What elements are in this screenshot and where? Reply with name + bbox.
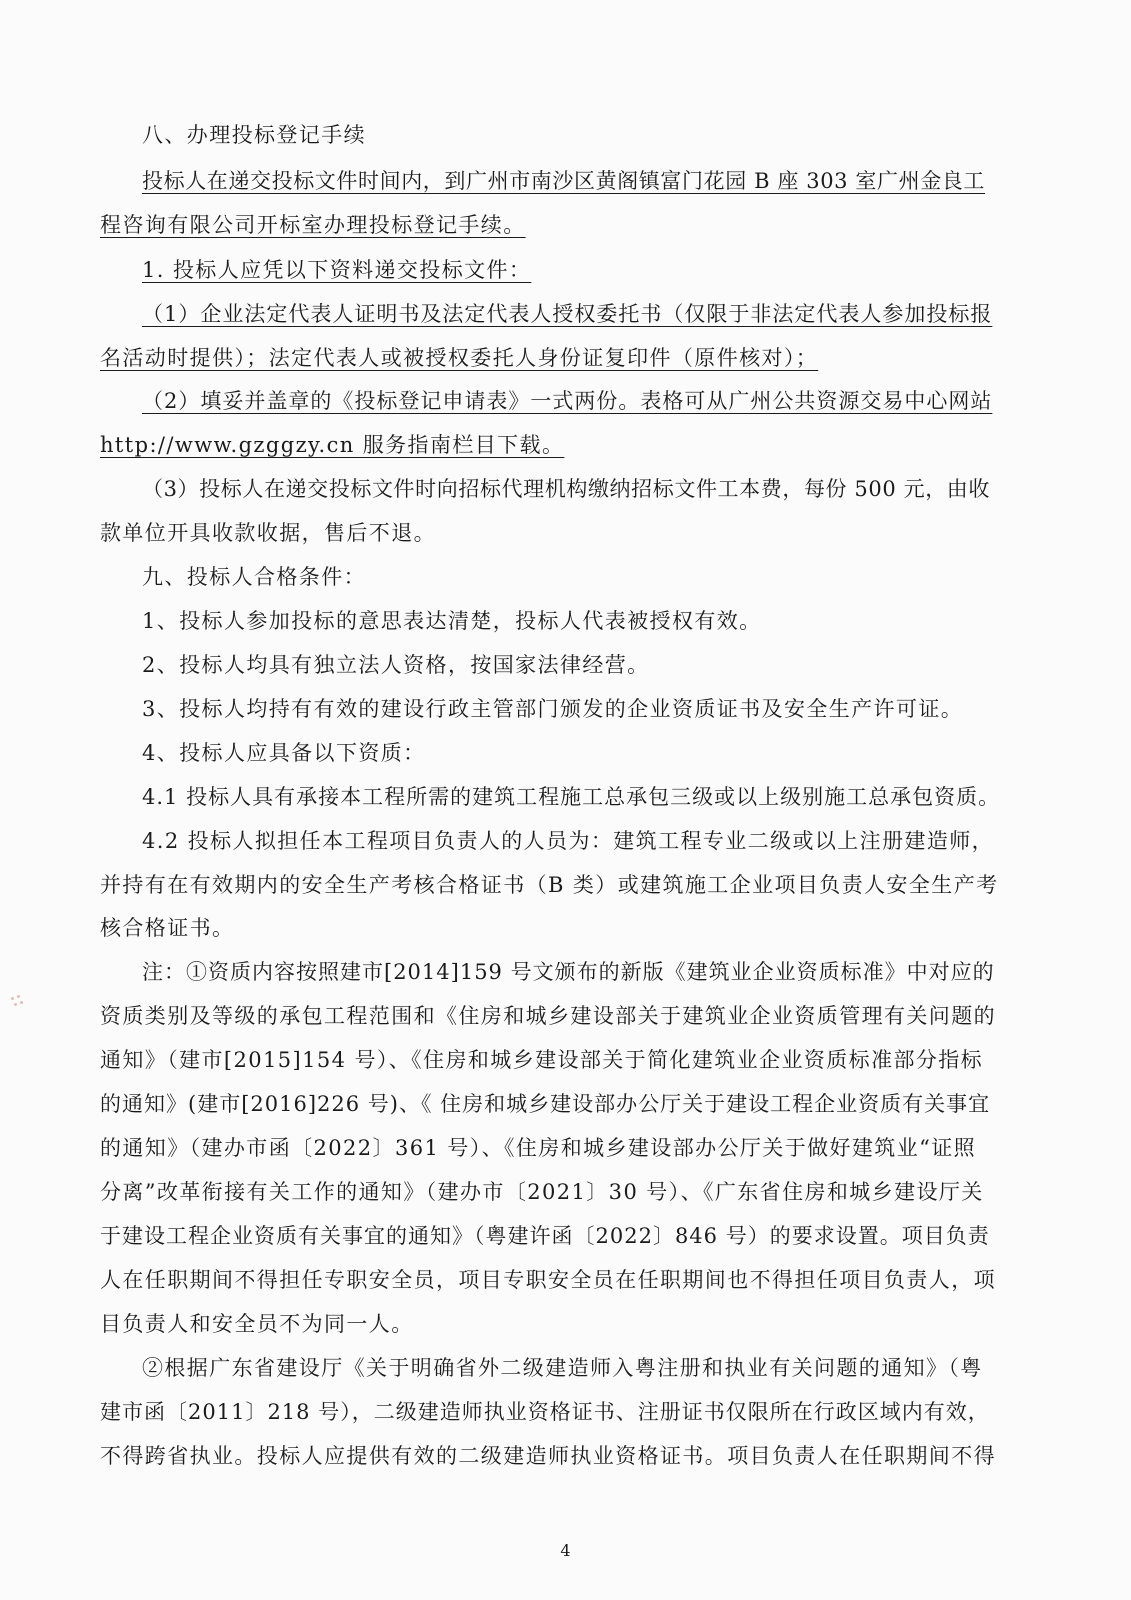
- paragraph-line: 分离”改革衔接有关工作的通知》（建办市〔2021〕30 号）、《广东省住房和城乡建设厅关: [100, 1180, 984, 1204]
- list-item-1: 1、投标人参加投标的意思表达清楚，投标人代表被授权有效。: [142, 609, 762, 633]
- paragraph-line: 于建设工程企业资质有关事宜的通知》（粤建许函〔2022〕846 号）的要求设置。项目负责: [100, 1224, 990, 1248]
- list-item-3: 3、投标人均持有有效的建设行政主管部门颁发的企业资质证书及安全生产许可证。: [142, 697, 964, 721]
- section-heading-8: 八、办理投标登记手续: [142, 123, 366, 147]
- list-item-4: 4、投标人应具备以下资质：: [142, 741, 426, 765]
- note-paragraph: 注：①资质内容按照建市[2014]159 号文颁布的新版《建筑业企业资质标准》中对应的: [142, 960, 995, 984]
- note-paragraph: ②根据广东省建设厅《关于明确省外二级建造师入粤注册和执业有关问题的通知》（粤: [142, 1356, 983, 1380]
- paragraph-line: 并持有在有效期内的安全生产考核合格证书（B 类）或建筑施工企业项目负责人安全生产考: [100, 873, 999, 897]
- paragraph-line: 核合格证书。: [100, 916, 235, 940]
- list-item-4-1: 4.1 投标人具有承接本工程所需的建筑工程施工总承包三级或以上级别施工总承包资质。: [142, 785, 1000, 809]
- paragraph-line: 的通知》(建市[2016]226 号)、《 住房和城乡建设部办公厅关于建设工程企业资质有关事宜: [100, 1092, 991, 1116]
- list-item-4-2: 4.2 投标人拟担任本工程项目负责人的人员为：建筑工程专业二级或以上注册建造师，: [142, 829, 995, 853]
- list-item-1-2: （2）填妥并盖章的《投标登记申请表》一式两份。表格可从广州公共资源交易中心网站: [142, 389, 993, 413]
- paragraph-line: 款单位开具收款收据，售后不退。: [100, 521, 436, 545]
- paragraph-line: 的通知》（建办市函〔2022〕361 号）、《住房和城乡建设部办公厅关于做好建筑业“证照: [100, 1136, 977, 1160]
- list-item-1: 1. 投标人应凭以下资料递交投标文件：: [142, 258, 532, 282]
- paragraph-line: 资质类别及等级的承包工程范围和《住房和城乡建设部关于建筑业企业资质管理有关问题的: [100, 1004, 996, 1028]
- scan-speck: [10, 995, 24, 1009]
- list-item-1-3: （3）投标人在递交投标文件时向招标代理机构缴纳招标文件工本费，每份 500 元，由收: [142, 477, 990, 501]
- paragraph-line: 不得跨省执业。投标人应提供有效的二级建造师执业资格证书。项目负责人在任职期间不得: [100, 1444, 996, 1468]
- page-number: 4: [560, 1541, 571, 1560]
- paragraph-line: 建市函〔2011〕218 号），二级建造师执业资格证书、注册证书仅限所在行政区域内有效，: [100, 1400, 990, 1424]
- list-item-2: 2、投标人均具有独立法人资格，按国家法律经营。: [142, 653, 650, 677]
- paragraph-line: 程咨询有限公司开标室办理投标登记手续。: [100, 213, 526, 237]
- paragraph-line: 投标人在递交投标文件时间内，到广州市南沙区黄阁镇富门花园 B 座 303 室广州金良工: [142, 169, 986, 193]
- paragraph-line: 通知》（建市[2015]154 号）、《住房和城乡建设部关于简化建筑业企业资质标准部分指标: [100, 1048, 984, 1072]
- section-heading-9: 九、投标人合格条件：: [142, 565, 366, 589]
- paragraph-line: 人在任职期间不得担任专职安全员，项目专职安全员在任职期间也不得担任项目负责人，项: [100, 1268, 996, 1292]
- paragraph-line: 名活动时提供）；法定代表人或被授权委托人身份证复印件（原件核对）；: [100, 346, 819, 370]
- paragraph-line: 目负责人和安全员不为同一人。: [100, 1312, 414, 1336]
- list-item-1-1: （1）企业法定代表人证明书及法定代表人授权委托书（仅限于非法定代表人参加投标报: [142, 302, 993, 326]
- paragraph-line: http://www.gzggzy.cn 服务指南栏目下载。: [100, 433, 565, 457]
